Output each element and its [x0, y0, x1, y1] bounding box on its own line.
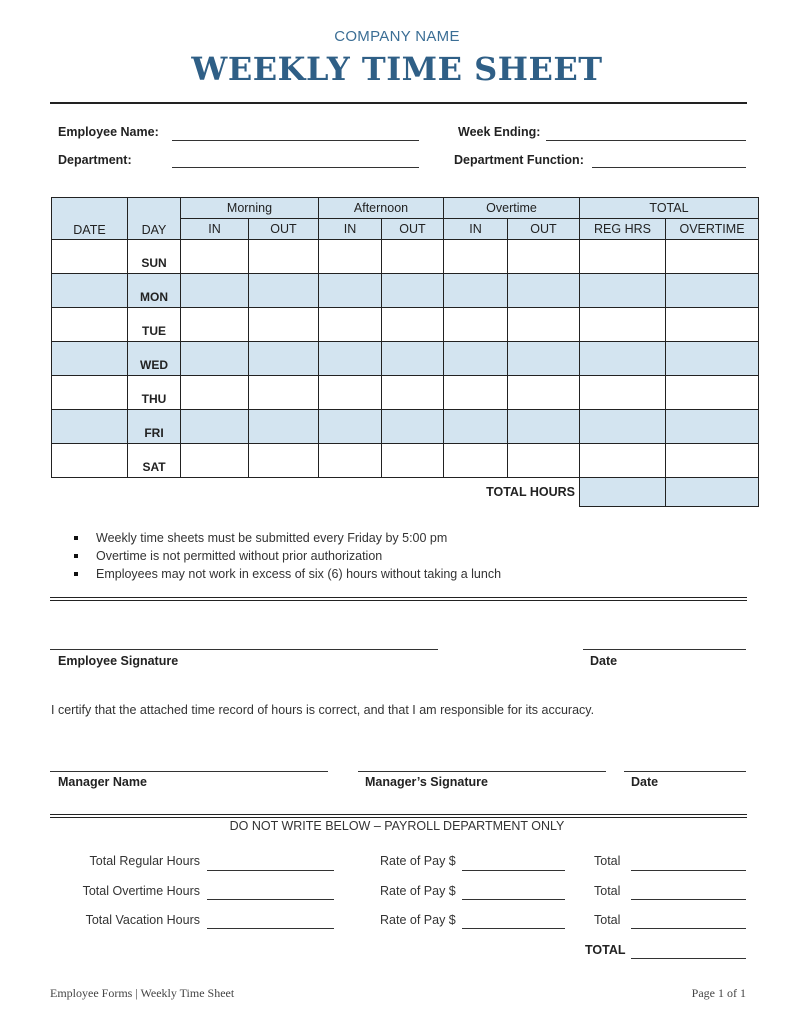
bullet-icon [74, 554, 78, 558]
time-cell[interactable] [382, 240, 444, 274]
day-cell: WED [128, 342, 181, 376]
time-cell[interactable] [444, 444, 508, 478]
footer-left: Employee Forms | Weekly Time Sheet [50, 986, 235, 1000]
morning-out-header: OUT [249, 219, 319, 240]
date-cell[interactable] [52, 410, 128, 444]
afternoon-out-header: OUT [382, 219, 444, 240]
header-divider [50, 102, 747, 104]
vacation-total-field[interactable] [631, 928, 746, 929]
time-cell[interactable] [666, 274, 759, 308]
overtime-total-field[interactable] [631, 899, 746, 900]
time-cell[interactable] [249, 444, 319, 478]
regular-total-field[interactable] [631, 870, 746, 871]
table-row [52, 240, 759, 274]
total-reg-hrs-cell[interactable] [580, 478, 666, 507]
time-cell[interactable] [181, 274, 249, 308]
time-cell[interactable] [319, 274, 382, 308]
total-hours-label: TOTAL HOURS [52, 478, 580, 507]
table-row [52, 342, 759, 376]
time-cell[interactable] [444, 410, 508, 444]
total-vacation-hours-label: Total Vacation Hours [85, 913, 200, 927]
day-cell: FRI [128, 410, 181, 444]
overtime-total-header: OVERTIME [666, 219, 759, 240]
regular-rate-field[interactable] [462, 870, 565, 871]
employee-signature-label: Employee Signature [58, 654, 179, 668]
vacation-rate-field[interactable] [462, 928, 565, 929]
manager-name-label: Manager Name [58, 775, 147, 789]
rate-of-pay-label: Rate of Pay $ [380, 884, 456, 898]
overtime-in-header: IN [444, 219, 508, 240]
note-item: Employees may not work in excess of six (6) hours without taking a lunch [74, 565, 501, 583]
time-cell[interactable] [666, 376, 759, 410]
time-cell[interactable] [508, 240, 580, 274]
morning-in-header: IN [181, 219, 249, 240]
total-label: Total [594, 884, 621, 898]
total-label: Total [594, 913, 621, 927]
rate-of-pay-label: Rate of Pay $ [380, 913, 456, 927]
time-cell[interactable] [181, 240, 249, 274]
date-cell[interactable] [52, 308, 128, 342]
time-cell[interactable] [508, 444, 580, 478]
time-cell[interactable] [508, 410, 580, 444]
day-cell: SAT [128, 444, 181, 478]
table-row [52, 410, 759, 444]
time-cell[interactable] [382, 342, 444, 376]
day-header: DAY [128, 198, 181, 240]
grand-total-field[interactable] [631, 958, 746, 959]
time-cell[interactable] [444, 342, 508, 376]
department-label: Department: [58, 153, 132, 167]
time-cell[interactable] [181, 308, 249, 342]
time-cell[interactable] [249, 342, 319, 376]
time-cell[interactable] [319, 376, 382, 410]
morning-header: Morning [181, 198, 319, 219]
time-cell[interactable] [319, 410, 382, 444]
manager-name-field[interactable] [50, 771, 328, 772]
payroll-heading: DO NOT WRITE BELOW – PAYROLL DEPARTMENT ONLY [229, 819, 565, 833]
afternoon-in-header: IN [319, 219, 382, 240]
total-overtime-cell[interactable] [666, 478, 759, 507]
table-row [52, 444, 759, 478]
time-cell[interactable] [249, 410, 319, 444]
total-label: Total [594, 854, 621, 868]
department-field[interactable] [172, 167, 419, 168]
total-overtime-hours-field[interactable] [207, 899, 334, 900]
employee-date-field[interactable] [583, 649, 746, 650]
time-cell[interactable] [580, 342, 666, 376]
time-cell[interactable] [181, 342, 249, 376]
employee-name-label: Employee Name: [58, 125, 159, 139]
total-regular-hours-field[interactable] [207, 870, 334, 871]
time-cell[interactable] [319, 342, 382, 376]
time-cell[interactable] [580, 274, 666, 308]
time-cell[interactable] [444, 376, 508, 410]
payroll-divider [50, 817, 747, 818]
table-row [52, 274, 759, 308]
time-cell[interactable] [382, 308, 444, 342]
page-title: WEEKLY TIME SHEET [191, 50, 603, 88]
time-cell[interactable] [181, 444, 249, 478]
time-cell[interactable] [666, 444, 759, 478]
time-cell[interactable] [508, 376, 580, 410]
time-cell[interactable] [382, 376, 444, 410]
department-function-label: Department Function: [454, 153, 584, 167]
date-cell[interactable] [52, 274, 128, 308]
time-sheet-table [51, 197, 759, 507]
manager-date-label: Date [631, 775, 659, 789]
section-divider [50, 597, 747, 598]
table-row [52, 376, 759, 410]
overtime-rate-field[interactable] [462, 899, 565, 900]
department-function-field[interactable] [592, 167, 746, 168]
time-cell[interactable] [181, 376, 249, 410]
time-cell[interactable] [580, 376, 666, 410]
employee-date-label: Date [590, 654, 618, 668]
week-ending-field[interactable] [546, 140, 746, 141]
note-item: Overtime is not permitted without prior authorization [74, 547, 501, 565]
certification-statement: I certify that the attached time record of hours is correct, and that I am responsible for its accuracy. [51, 703, 595, 717]
time-cell[interactable] [580, 444, 666, 478]
time-cell[interactable] [444, 240, 508, 274]
total-header: TOTAL [580, 198, 759, 219]
notes-list [74, 529, 501, 583]
time-cell[interactable] [508, 342, 580, 376]
time-cell[interactable] [444, 308, 508, 342]
employee-name-field[interactable] [172, 140, 419, 141]
bullet-icon [74, 572, 78, 576]
overtime-out-header: OUT [508, 219, 580, 240]
table-row [52, 308, 759, 342]
time-cell[interactable] [319, 444, 382, 478]
time-cell[interactable] [382, 444, 444, 478]
reg-hrs-header: REG HRS [580, 219, 666, 240]
manager-signature-label: Manager’s Signature [365, 775, 488, 789]
time-cell[interactable] [181, 410, 249, 444]
total-overtime-hours-label: Total Overtime Hours [82, 884, 200, 898]
time-cell[interactable] [319, 308, 382, 342]
time-cell[interactable] [382, 410, 444, 444]
time-cell[interactable] [508, 274, 580, 308]
bullet-icon [74, 536, 78, 540]
payroll-divider [50, 814, 747, 815]
time-cell[interactable] [580, 410, 666, 444]
date-header: DATE [52, 198, 128, 240]
time-cell[interactable] [319, 240, 382, 274]
week-ending-label: Week Ending: [458, 125, 541, 139]
note-item: Weekly time sheets must be submitted every Friday by 5:00 pm [74, 529, 501, 547]
day-cell: TUE [128, 308, 181, 342]
section-divider [50, 600, 747, 601]
time-cell[interactable] [580, 240, 666, 274]
day-cell: MON [128, 274, 181, 308]
date-cell[interactable] [52, 240, 128, 274]
time-cell[interactable] [508, 308, 580, 342]
rate-of-pay-label: Rate of Pay $ [380, 854, 456, 868]
time-cell[interactable] [666, 342, 759, 376]
date-cell[interactable] [52, 376, 128, 410]
total-regular-hours-label: Total Regular Hours [89, 854, 200, 868]
company-name: COMPANY NAME [334, 28, 460, 45]
employee-signature-field[interactable] [50, 649, 438, 650]
time-cell[interactable] [444, 274, 508, 308]
total-vacation-hours-field[interactable] [207, 928, 334, 929]
time-cell[interactable] [580, 308, 666, 342]
time-cell[interactable] [249, 274, 319, 308]
grand-total-label: TOTAL [585, 943, 626, 957]
time-cell[interactable] [666, 410, 759, 444]
overtime-header: Overtime [444, 198, 580, 219]
manager-date-field[interactable] [624, 771, 746, 772]
day-cell: SUN [128, 240, 181, 274]
footer-page-number: Page 1 of 1 [691, 986, 746, 1000]
date-cell[interactable] [52, 342, 128, 376]
day-cell: THU [128, 376, 181, 410]
afternoon-header: Afternoon [319, 198, 444, 219]
time-cell[interactable] [249, 308, 319, 342]
manager-signature-field[interactable] [358, 771, 606, 772]
time-cell[interactable] [666, 240, 759, 274]
time-cell[interactable] [249, 240, 319, 274]
time-cell[interactable] [249, 376, 319, 410]
time-cell[interactable] [666, 308, 759, 342]
date-cell[interactable] [52, 444, 128, 478]
time-cell[interactable] [382, 274, 444, 308]
